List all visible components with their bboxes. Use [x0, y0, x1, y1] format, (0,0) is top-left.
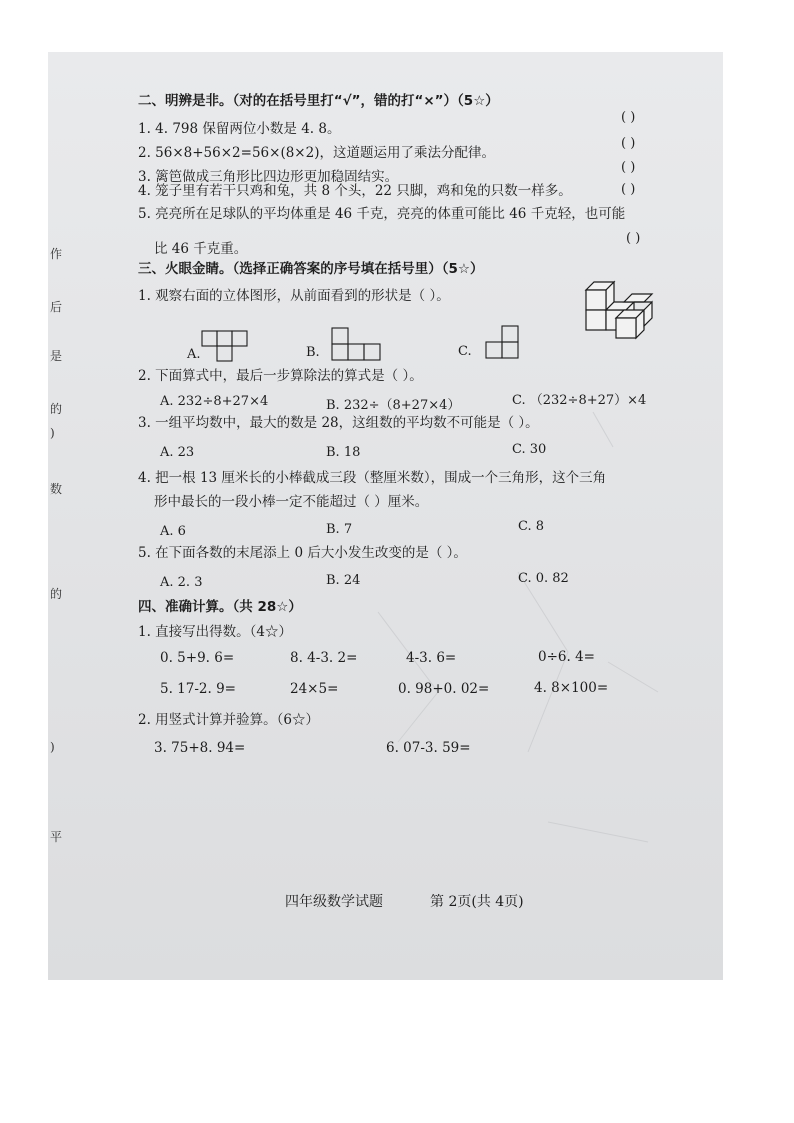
q5-option-c: C. 0. 82 [518, 571, 569, 586]
margin-char: 数 [50, 482, 63, 496]
q2-option-a: A. 232÷8+27×4 [160, 394, 269, 409]
calc-item: 6. 07-3. 59= [386, 740, 471, 756]
q3-option-c: C. 30 [512, 442, 547, 457]
section4-title: 四、准确计算。（共 28☆） [138, 599, 302, 615]
calc-item: 24×5= [290, 681, 339, 697]
section2-item-1: 1. 4. 798 保留两位小数是 4. 8。 [138, 121, 341, 137]
margin-char: 是 [50, 349, 63, 363]
margin-char: ) [50, 426, 55, 440]
margin-char: 的 [50, 587, 63, 601]
footer-page-number: 第 2页(共 4页) [430, 894, 524, 910]
option-a-shape [202, 331, 248, 363]
calc-item: 5. 17-2. 9= [160, 681, 236, 697]
section3-q4-line1: 4. 把一根 13 厘米长的小棒截成三段（整厘米数），围成一个三角形，这个三角 [138, 470, 607, 486]
q3-option-b: B. 18 [326, 445, 361, 460]
option-b-shape [332, 328, 380, 362]
margin-char: 的 [50, 402, 63, 416]
margin-char: 平 [50, 830, 63, 844]
answer-paren[interactable]: ( ) [621, 136, 636, 151]
calc-item: 0÷6. 4= [538, 649, 595, 665]
section2-item-4: 4. 笼子里有若干只鸡和兔，共 8 个头，22 只脚，鸡和兔的只数一样多。 [138, 183, 572, 199]
section3-title: 三、火眼金睛。（选择正确答案的序号填在括号里）（5☆） [138, 261, 484, 277]
q4-option-b: B. 7 [326, 522, 353, 537]
answer-paren[interactable]: ( ) [621, 160, 636, 175]
answer-paren[interactable]: ( ) [621, 182, 636, 197]
q2-option-b: B. 232÷（8+27×4） [326, 398, 461, 413]
q2-option-c: C. （232÷8+27）×4 [512, 393, 647, 408]
section4-sub1: 1. 直接写出得数。（4☆） [138, 624, 293, 640]
calc-item: 4. 8×100= [534, 680, 609, 696]
option-c-label: C. [458, 344, 472, 359]
section3-q3: 3. 一组平均数中，最大的数是 28，这组数的平均数不可能是（ ）。 [138, 415, 539, 431]
exam-page-photo [48, 52, 723, 980]
q4-option-a: A. 6 [160, 524, 186, 539]
margin-char: 后 [50, 300, 63, 314]
cube-stack-figure [584, 278, 664, 340]
option-a-label: A. [187, 347, 201, 362]
option-b-label: B. [306, 345, 320, 360]
answer-paren[interactable]: ( ) [621, 110, 636, 125]
margin-char: 作 [50, 247, 63, 261]
margin-char: ) [50, 740, 55, 754]
section2-item-5: 5. 亮亮所在足球队的平均体重是 46 千克，亮亮的体重可能比 46 千克轻，也可能 [138, 206, 626, 222]
section4-sub2: 2. 用竖式计算并验算。（6☆） [138, 712, 320, 728]
calc-item: 0. 98+0. 02= [398, 681, 490, 697]
section2-item-5-cont: 比 46 千克重。 [154, 241, 248, 257]
answer-paren[interactable]: ( ) [626, 231, 641, 246]
q5-option-b: B. 24 [326, 573, 361, 588]
section2-item-2: 2. 56×8+56×2=56×(8×2)，这道题运用了乘法分配律。 [138, 145, 495, 161]
section2-item-3: 3. 篱笆做成三角形比四边形更加稳固结实。 [138, 169, 399, 185]
q4-option-c: C. 8 [518, 519, 545, 534]
section3-q1: 1. 观察右面的立体图形，从前面看到的形状是（ ）。 [138, 288, 450, 304]
calc-item: 3. 75+8. 94= [154, 740, 246, 756]
section3-q2: 2. 下面算式中，最后一步算除法的算式是（ ）。 [138, 368, 423, 384]
section3-q4-line2: 形中最长的一段小棒一定不能超过（ ）厘米。 [154, 494, 429, 510]
footer-subject: 四年级数学试题 [285, 894, 383, 910]
option-c-shape [486, 326, 518, 360]
calc-item: 8. 4-3. 2= [290, 650, 358, 666]
section3-q5: 5. 在下面各数的末尾添上 0 后大小发生改变的是（ ）。 [138, 545, 467, 561]
q5-option-a: A. 2. 3 [160, 575, 203, 590]
calc-item: 4-3. 6= [406, 650, 457, 666]
q3-option-a: A. 23 [160, 445, 195, 460]
section2-title: 二、明辨是非。（对的在括号里打“√”，错的打“×”）（5☆） [138, 93, 499, 109]
calc-item: 0. 5+9. 6= [160, 650, 235, 666]
